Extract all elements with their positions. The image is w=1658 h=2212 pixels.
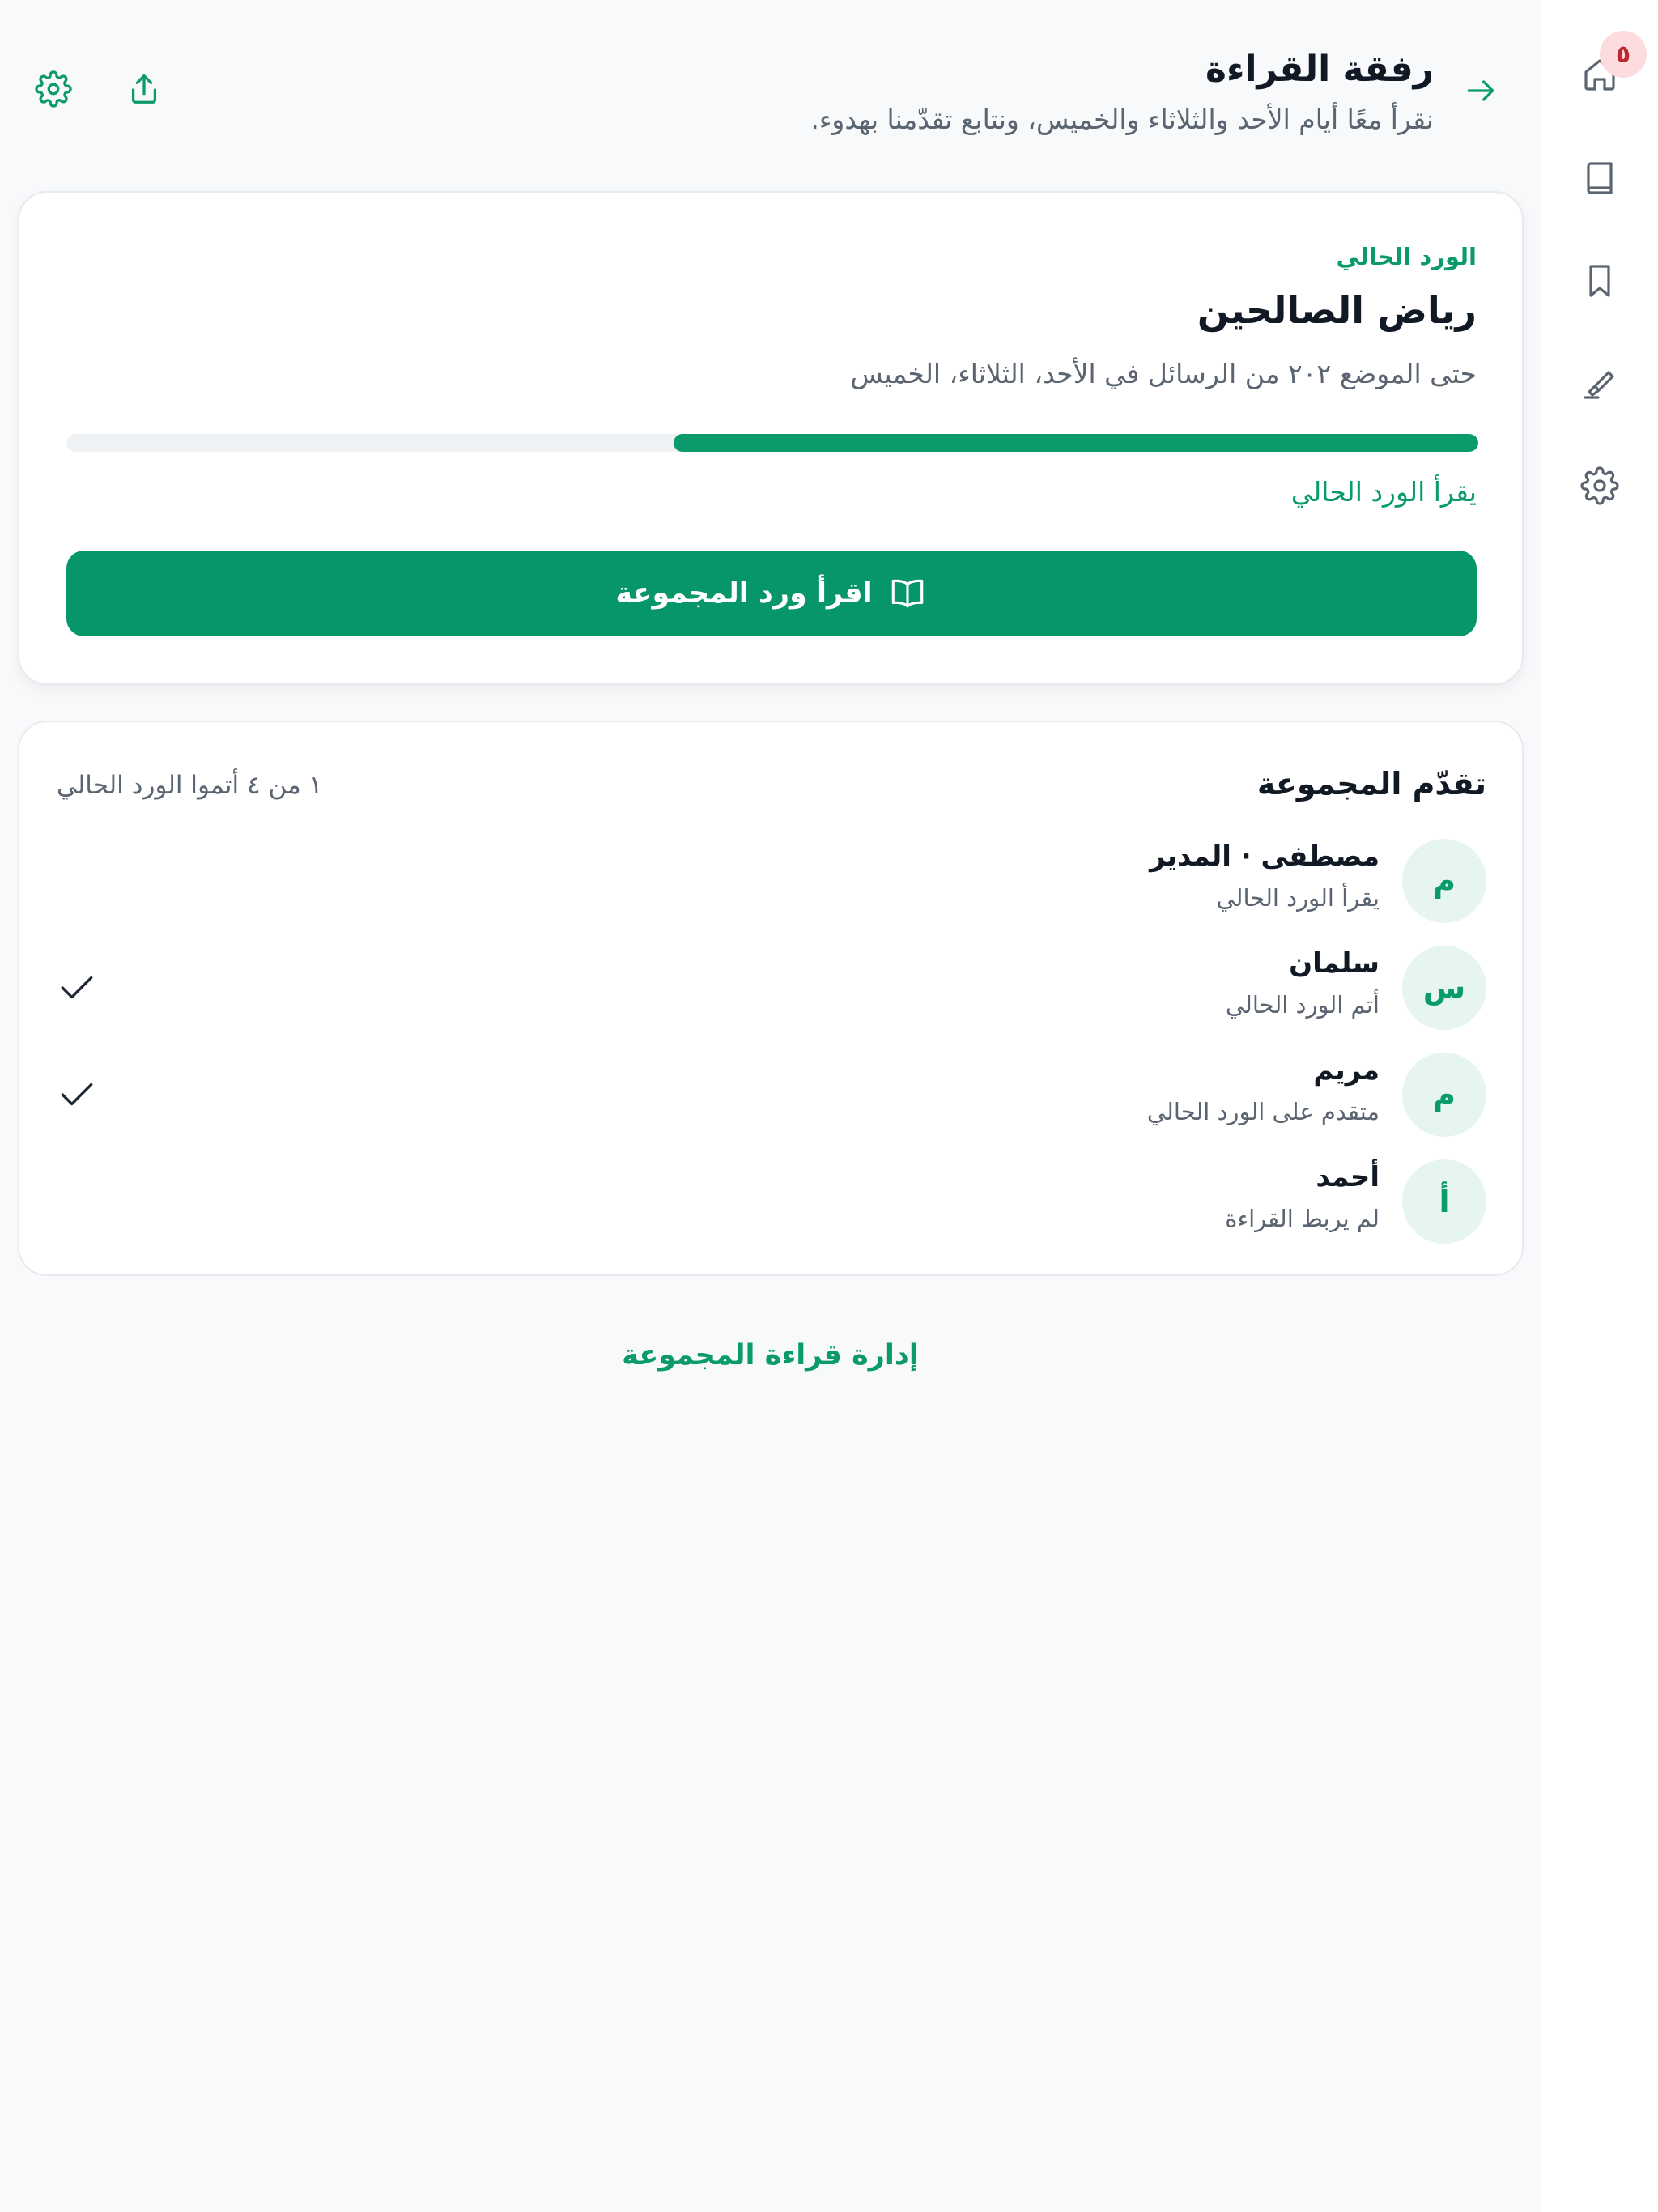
avatar: أ [1402, 1159, 1486, 1244]
group-settings-button[interactable] [32, 68, 74, 110]
member-status: أتم الورد الحالي [1225, 991, 1380, 1019]
checkmark-icon [57, 967, 97, 1007]
member-status: متقدم على الورد الحالي [1146, 1098, 1380, 1125]
member-status: يقرأ الورد الحالي [1216, 884, 1380, 912]
book-icon [1580, 159, 1619, 198]
group-progress-card [18, 721, 1524, 1276]
avatar: م [1402, 839, 1486, 923]
current-title: رياض الصالحين [1197, 288, 1477, 332]
member-row [57, 946, 1486, 1030]
read-group-portion-button[interactable] [66, 551, 1477, 636]
arrow-right-icon [1463, 73, 1499, 108]
sidebar-item-bookmarks[interactable] [1575, 257, 1624, 305]
member-name: مريم [1313, 1054, 1380, 1087]
sidebar-item-highlights[interactable] [1575, 359, 1624, 407]
bookmark-icon [1580, 262, 1619, 300]
group-progress-summary: ١ من ٤ أتموا الورد الحالي [57, 771, 323, 800]
sidebar [1541, 0, 1658, 2212]
checkmark-icon [57, 1074, 97, 1114]
sidebar-item-home[interactable] [1575, 40, 1631, 99]
manage-group-reading-link[interactable]: إدارة قراءة المجموعة [622, 1339, 919, 1372]
current-label: الورد الحالي [1336, 243, 1477, 270]
page-title: رفقة القراءة [1205, 49, 1434, 90]
sidebar-item-library[interactable] [1575, 154, 1624, 202]
notification-badge: ٥ [1600, 31, 1647, 78]
back-button[interactable] [1460, 70, 1502, 112]
reading-progress-bar [66, 434, 1478, 452]
header [810, 45, 1434, 138]
group-progress-title: تقدّم المجموعة [1256, 766, 1486, 802]
member-row [57, 1159, 1486, 1244]
member-row [57, 1053, 1486, 1137]
avatar: م [1402, 1053, 1486, 1137]
current-status: يقرأ الورد الحالي [1290, 476, 1477, 508]
page-subtitle: نقرأ معًا أيام الأحد والثلاثاء والخميس، ونتابع تقدّمنا بهدوء. [810, 104, 1434, 135]
header-actions [32, 68, 165, 110]
gear-icon [35, 70, 72, 108]
highlighter-icon [1580, 364, 1619, 402]
member-row [57, 839, 1486, 923]
read-group-portion-label: اقرأ ورد المجموعة [615, 577, 873, 610]
sidebar-item-settings[interactable] [1575, 462, 1624, 510]
member-status: لم يربط القراءة [1225, 1205, 1380, 1232]
member-name: أحمد [1316, 1161, 1380, 1193]
avatar: س [1402, 946, 1486, 1030]
member-name: سلمان [1289, 947, 1380, 980]
open-book-icon [887, 573, 928, 614]
share-button[interactable] [123, 68, 165, 110]
share-icon [125, 70, 163, 108]
reading-progress-fill [674, 434, 1478, 452]
gear-icon [1580, 466, 1619, 505]
member-name: مصطفى · المدير [1150, 840, 1380, 873]
current-description: حتى الموضع ٢٠٢ من الرسائل في الأحد، الثلاثاء، الخميس [850, 358, 1477, 389]
current-reading-card [18, 191, 1524, 685]
